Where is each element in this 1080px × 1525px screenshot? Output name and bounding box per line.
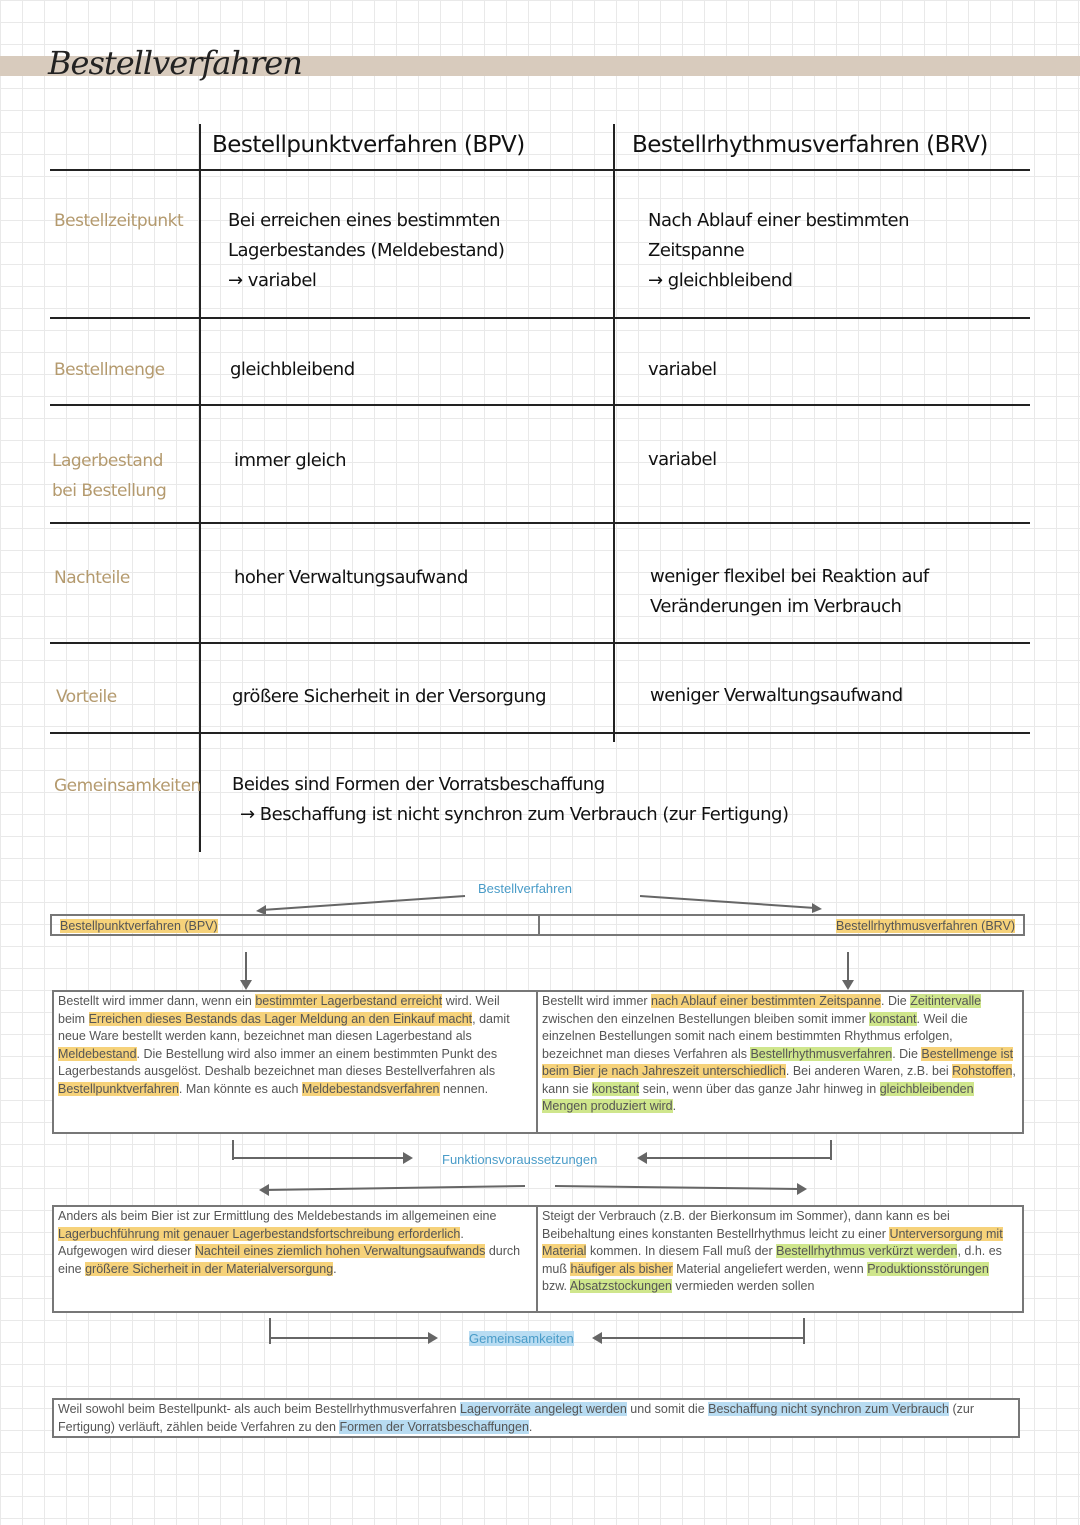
table-rule [50,169,1030,171]
bpv-requirements: Anders als beim Bier ist zur Ermittlung des Meldebestands im allgemeinen eine Lagerbuchführung mit genauer Lagerbestandsfortschreibung erforderlich. Aufgewogen wird dieser Nachteil eines ziemlich hohen Verwaltungsaufwands durch eine größere Sicherheit in der Materialversorgung. [58,1209,521,1276]
table-rule [50,404,1030,406]
row-label: Bestellzeitpunkt [54,211,184,231]
row-label: Nachteile [54,568,130,588]
left-header-label: Bestellpunktverfahren (BPV) [60,919,218,933]
common-label: Gemeinsamkeiten [469,1331,574,1346]
summary-text: Weil sowohl beim Bestellpunkt- als auch beim Bestellrhythmusverfahren Lagervorräte angelegt werden und somit die Beschaffung nicht synchron zum Verbrauch (zur Fertigung) verläuft, zählen beide Verfahren zu den Formen der Vorratsbeschaffungen. [58,1402,975,1434]
cell-bpv: größere Sicherheit in der Versorgung [232,686,547,707]
page-title: Bestellverfahren [48,44,302,82]
brv-description: Bestellt wird immer nach Ablauf einer bestimmten Zeitspanne. Die Zeitintervalle zwischen den einzelnen Bestellungen bleiben somit immer konstant. Weil die einzelnen Bestellungen somit nach einem bestimmten Rhythmus erfolgen, bezeichnet man dieses Verfahren als Bestellrhythmusverfahren. Die Bestellmenge ist beim Bier je nach Jahreszeit unterschiedlich. Bei anderen Waren, z.B. bei Rohstoffen, kann sie konstant sein, wenn über das ganze Jahr hinweg in gleichbleibenden Mengen produziert wird. [542,994,1016,1113]
cell-brv: variabel [648,449,717,470]
bpv-description: Bestellt wird immer dann, wenn ein bestimmter Lagerbestand erreicht wird. Weil beim Erreichen dieses Bestands das Lager Meldung an den Einkauf macht, damit neue Ware bestellt werden kann, bezeichnet man diesen Lagerbestand als Meldebestand. Die Bestellung wird also immer an einem bestimmten Punkt des Lagerbestands ausgelöst. Deshalb bezeichnet man dieses Bestellverfahren als Bestellpunktverfahren. Man könnte es auch Meldebestandsverfahren nennen. [58,994,510,1096]
table-rule [50,522,1030,524]
down-arrows [230,950,870,992]
table-divider-right [613,124,615,742]
table-rule [50,317,1030,319]
function-requirements-label: Funktionsvoraussetzungen [442,1152,598,1167]
table-rule [50,732,1030,734]
cell-brv: variabel [648,359,717,380]
row-label: Gemeinsamkeiten [54,776,201,796]
column-header-bpv: Bestellpunktverfahren (BPV) [212,132,525,158]
cell-bpv: gleichbleibend [230,359,355,380]
cell-brv: weniger flexibel bei Reaktion auf Veränderungen im Verbrauch [650,566,929,617]
cell-bpv: Bei erreichen eines bestimmten Lagerbestandes (Meldebestand) → variabel [228,210,505,291]
cell-brv: Nach Ablauf einer bestimmten Zeitspanne → gleichbleibend [648,210,909,291]
brv-requirements: Steigt der Verbrauch (z.B. der Bierkonsum im Sommer), dann kann es bei Beibehaltung eines konstanten Bestellrhythmus leicht zu einer Unterversorgung mit Material kommen. In diesem Fall muß der Bestellrhythmus verkürzt werden, d.h. es muß häufiger als bisher Material angeliefert werden, wenn Produktionsstörungen bzw. Absatzstockungen vermieden werden sollen [542,1209,1003,1293]
cell-brv: weniger Verwaltungsaufwand [650,685,903,706]
row-label: Bestellmenge [54,360,165,380]
cell-common: Beides sind Formen der Vorratsbeschaffung → Beschaffung ist nicht synchron zum Verbrauch (zur Fertigung) [232,774,789,825]
row-label: Lagerbestand bei Bestellung [52,451,167,501]
table-divider-left [199,124,201,852]
cell-bpv: hoher Verwaltungsaufwand [234,567,468,588]
diagram-title: Bestellverfahren [478,881,572,896]
right-header-label: Bestellrhythmusverfahren (BRV) [835,919,1015,933]
row-label: Vorteile [56,687,117,707]
cell-bpv: immer gleich [234,450,347,471]
header-bar [50,914,1025,936]
table-rule [50,642,1030,644]
column-header-brv: Bestellrhythmusverfahren (BRV) [632,132,988,158]
function-arrows [225,1138,845,1198]
